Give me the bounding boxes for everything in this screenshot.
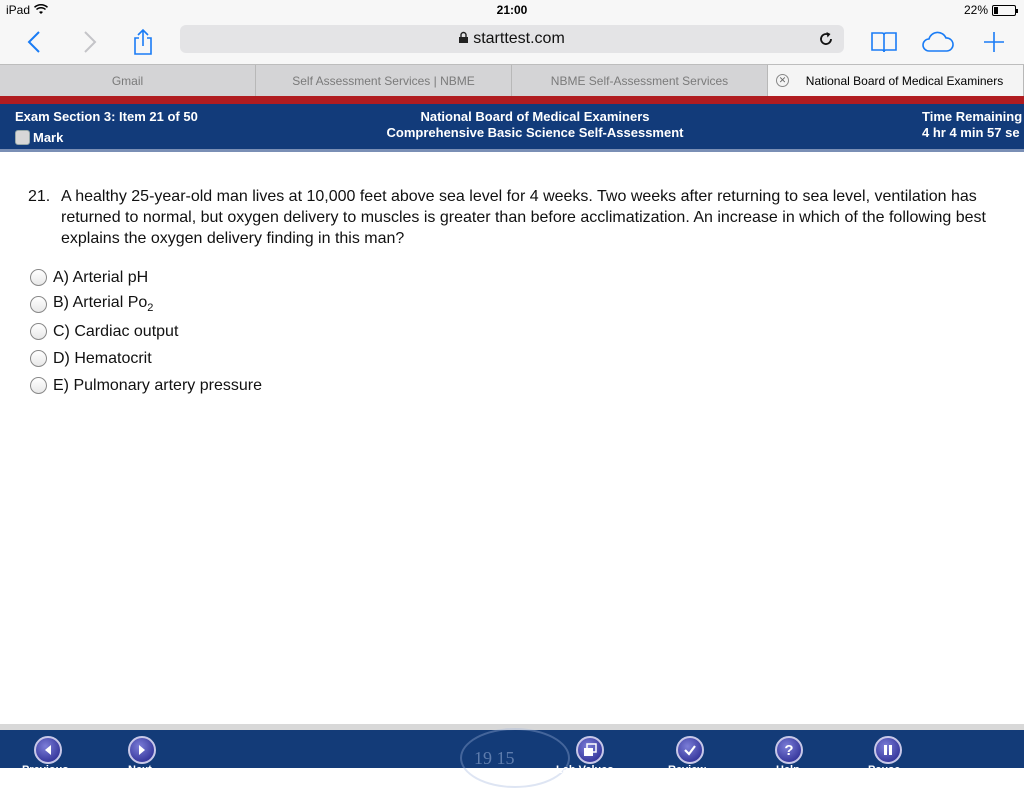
url-text: starttest.com — [473, 30, 565, 47]
answer-option-c[interactable] — [30, 318, 262, 345]
answer-option-e[interactable] — [30, 372, 262, 399]
battery-level — [994, 7, 998, 14]
radio-button[interactable] — [30, 350, 47, 367]
time-remaining-label: Time Remaining — [922, 109, 1023, 124]
bottom-nav-bar — [0, 730, 1024, 776]
lab-values-icon — [583, 743, 597, 757]
url-container — [180, 30, 844, 48]
help-button[interactable] — [775, 736, 803, 764]
radio-button[interactable] — [30, 323, 47, 340]
seal-text: 19 15 — [474, 748, 515, 768]
option-label: A) Arterial pH — [53, 268, 149, 286]
option-label-subscript: 2 — [147, 302, 154, 315]
tab-label: Gmail — [111, 74, 144, 88]
pause-button[interactable] — [874, 736, 902, 764]
time-remaining — [922, 109, 1022, 141]
assessment-name: Comprehensive Basic Science Self-Assessment — [386, 125, 684, 140]
new-tab-button[interactable] — [978, 26, 1010, 58]
answer-option-b[interactable] — [30, 291, 262, 318]
pause-label: Pause — [868, 764, 901, 776]
tab-national-board[interactable] — [768, 65, 1024, 97]
exam-header — [0, 104, 1024, 152]
plus-icon — [982, 30, 1006, 54]
share-icon — [132, 28, 154, 56]
next-label: Next — [128, 764, 152, 776]
review-button[interactable] — [676, 736, 704, 764]
forward-button[interactable] — [74, 26, 106, 58]
battery-percent: 22% — [963, 3, 988, 17]
status-right — [964, 3, 1016, 17]
header-accent-strip — [0, 96, 1024, 104]
device-name: iPad — [6, 3, 31, 17]
mark-label: Mark — [33, 130, 64, 145]
previous-label: Previous — [22, 764, 69, 776]
arrow-left-icon — [42, 744, 54, 756]
lab-values-label: Lab Values — [556, 764, 614, 776]
browser-toolbar — [0, 20, 1024, 64]
nbme-seal-logo — [460, 728, 570, 788]
option-label: D) Hematocrit — [53, 349, 152, 367]
chevron-left-icon — [27, 30, 41, 54]
arrow-right-icon — [136, 744, 148, 756]
question-icon: ? — [784, 741, 794, 759]
book-icon — [870, 30, 898, 54]
option-label: E) Pulmonary artery pressure — [53, 376, 262, 394]
tab-nbme-self-assessment[interactable] — [512, 65, 768, 97]
answer-option-a[interactable] — [30, 264, 262, 291]
radio-button[interactable] — [30, 269, 47, 286]
back-button[interactable] — [18, 26, 50, 58]
exam-section-label: Exam Section 3: Item 21 of 50 — [15, 109, 198, 124]
question-stem — [28, 186, 998, 249]
battery-icon — [992, 5, 1016, 16]
radio-button[interactable] — [30, 296, 47, 313]
tab-label: NBME Self-Assessment Services — [550, 74, 729, 88]
review-label: Review — [668, 764, 706, 776]
pause-icon — [882, 744, 894, 756]
mark-checkbox[interactable] — [15, 130, 63, 145]
checkbox-icon — [15, 130, 30, 145]
time-remaining-value: 4 hr 4 min 57 se — [922, 125, 1020, 140]
cloud-icon — [921, 31, 955, 53]
question-text: A healthy 25-year-old man lives at 10,000 feet above sea level for 4 weeks. Two weeks after returning to sea level, ventilation has returned to normal, but oxygen delivery to muscles is greater than before acclimatization. An increase in which of the following best explains the oxygen delivery finding in this man? — [61, 188, 986, 247]
option-label: C) Cardiac output — [53, 322, 179, 340]
tab-self-assessment-services[interactable] — [256, 65, 512, 97]
option-label — [53, 294, 153, 314]
browser-tabs — [0, 64, 1024, 96]
radio-button[interactable] — [30, 377, 47, 394]
close-tab-icon[interactable]: ✕ — [776, 74, 789, 87]
bookmarks-button[interactable] — [868, 26, 900, 58]
share-button[interactable] — [127, 26, 159, 58]
status-bar — [0, 0, 1024, 20]
answer-option-d[interactable] — [30, 345, 262, 372]
status-time: 21:00 — [496, 3, 528, 17]
lock-icon — [459, 32, 468, 43]
reload-icon[interactable] — [816, 29, 836, 49]
checkmark-icon — [683, 743, 697, 757]
answer-options — [30, 264, 262, 399]
chevron-right-icon — [83, 30, 97, 54]
tab-label: Self Assessment Services | NBME — [292, 74, 475, 88]
next-button[interactable] — [128, 736, 156, 764]
question-number: 21. — [28, 188, 51, 205]
option-label-text: B) Arterial Po — [53, 294, 148, 312]
tab-gmail[interactable] — [0, 65, 256, 97]
address-bar[interactable] — [180, 25, 844, 53]
previous-button[interactable] — [34, 736, 62, 764]
help-label: Help — [776, 764, 800, 776]
icloud-tabs-button[interactable] — [922, 26, 954, 58]
header-title — [300, 109, 770, 141]
tab-label: National Board of Medical Examiners — [805, 74, 1004, 88]
lab-values-button[interactable] — [576, 736, 604, 764]
organization-name: National Board of Medical Examiners — [420, 109, 650, 124]
